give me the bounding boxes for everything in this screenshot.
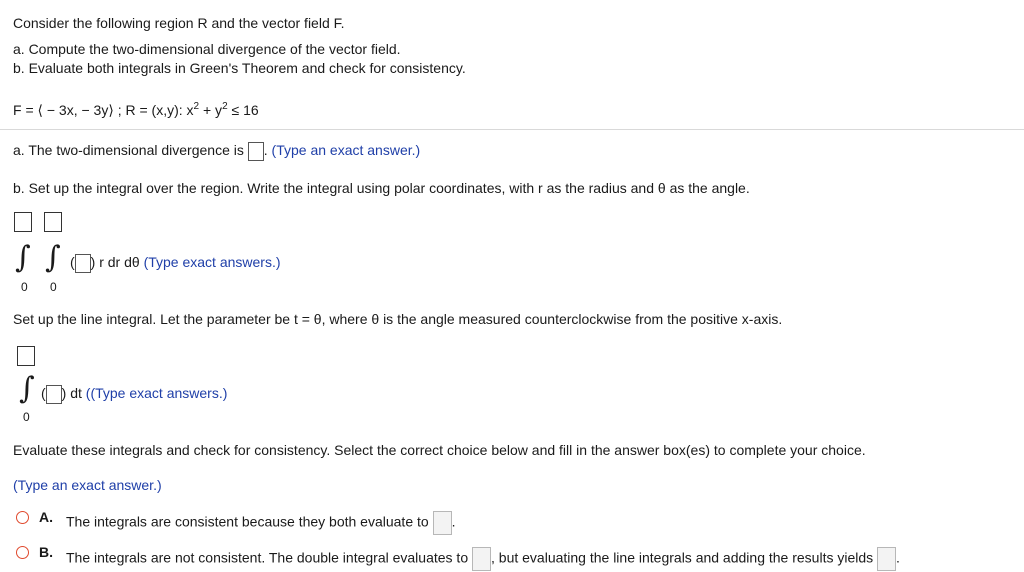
- choice-b-text: The integrals are not consistent. The double integral evaluates to , but evaluating the line integrals and adding the results yields .: [66, 547, 900, 571]
- choice-a-letter: A.: [39, 509, 53, 525]
- part-a-instruction: a. Compute the two-dimensional divergence of the vector field.: [13, 41, 401, 57]
- t-upper-limit-box[interactable]: [17, 346, 35, 366]
- r-upper-limit-box[interactable]: [44, 212, 62, 232]
- choice-a-radio[interactable]: [16, 511, 29, 524]
- theta-upper-limit-box[interactable]: [14, 212, 32, 232]
- r-lower-limit: 0: [50, 280, 57, 294]
- hint-text: (Type exact answers.): [143, 254, 281, 270]
- integral-sign: ∫: [19, 371, 35, 406]
- integral-sign: ∫: [15, 240, 31, 275]
- choice-b-letter: B.: [39, 544, 53, 560]
- divergence-answer-box[interactable]: [248, 142, 264, 161]
- line-integrand-row: ( ) dt ((Type exact answers.): [41, 384, 227, 404]
- t-lower-limit: 0: [23, 410, 30, 424]
- hint-text: (Type an exact answer.): [271, 142, 421, 158]
- integrand-row: ( ) r dr dθ (Type exact answers.): [70, 253, 281, 273]
- intro-text: Consider the following region R and the vector field F.: [13, 15, 345, 31]
- choice-a-text: The integrals are consistent because they both evaluate to .: [66, 511, 455, 535]
- hint-text: (Type an exact answer.): [13, 477, 162, 493]
- choice-a-answer-box[interactable]: [433, 511, 452, 535]
- double-integral-value-box[interactable]: [472, 547, 491, 571]
- question-a: a. The two-dimensional divergence is . (Type an exact answer.): [13, 141, 420, 161]
- choice-b-radio[interactable]: [16, 546, 29, 559]
- question-b: b. Set up the integral over the region. Write the integral using polar coordinates, with r as the radius and θ as the angle.: [13, 180, 750, 196]
- line-integral-value-box[interactable]: [877, 547, 896, 571]
- line-integral-instruction: Set up the line integral. Let the parameter be t = θ, where θ is the angle measured counterclockwise from the positive x-axis.: [13, 311, 783, 327]
- integral-sign: ∫: [45, 240, 61, 275]
- part-b-instruction: b. Evaluate both integrals in Green's Theorem and check for consistency.: [13, 60, 466, 76]
- theta-lower-limit: 0: [21, 280, 28, 294]
- integrand-answer-box[interactable]: [75, 254, 91, 273]
- divider: [0, 129, 1024, 130]
- line-integrand-answer-box[interactable]: [46, 385, 62, 404]
- hint-text: ((Type exact answers.): [85, 385, 228, 401]
- evaluate-instruction: Evaluate these integrals and check for consistency. Select the correct choice below and fill in the answer box(es) to complete your choice.: [13, 442, 866, 458]
- given-field-region: F = ⟨ − 3x, − 3y⟩ ; R = (x,y): $x^2 + y^2 \le 16$: [13, 101, 259, 118]
